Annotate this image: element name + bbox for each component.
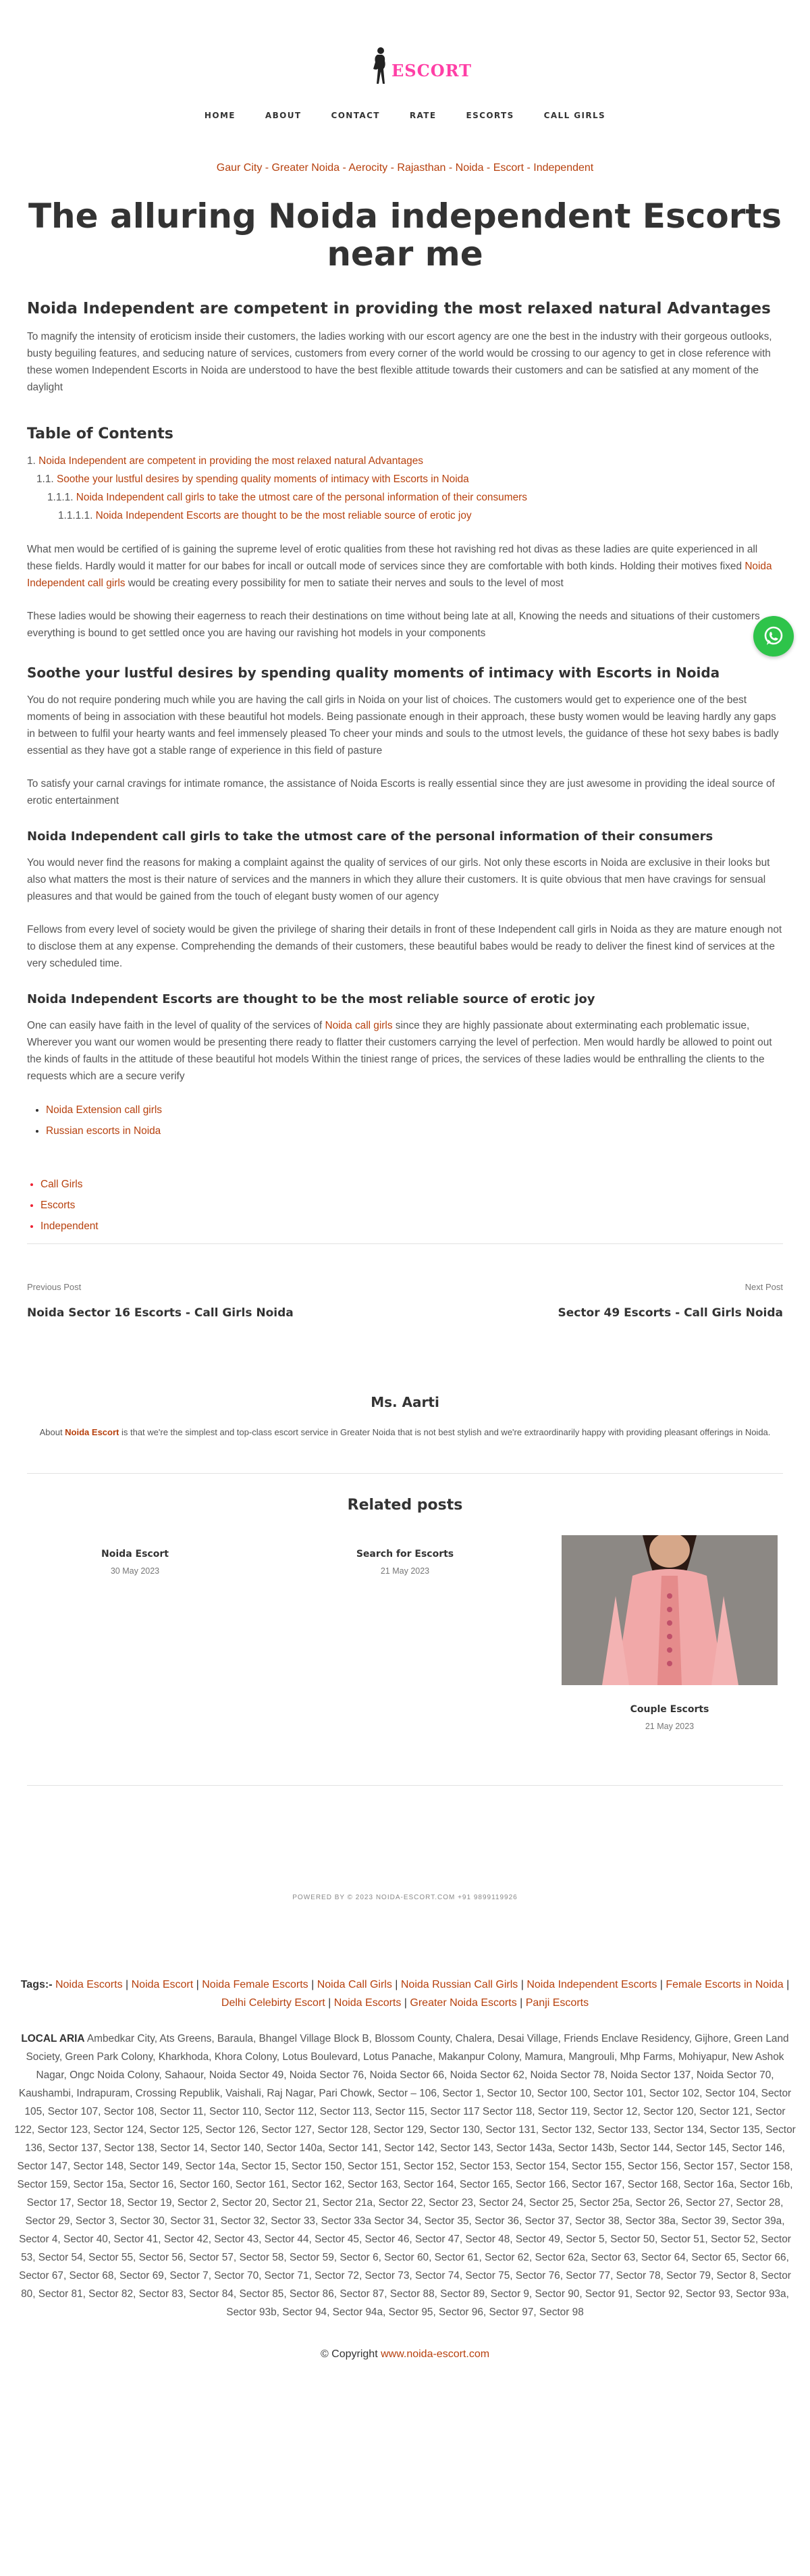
local-areas-text: Ambedkar City, Ats Greens, Baraula, Bhangel Village Block B, Blossom County, Chalera, Desai Village, Friends Enclave Residency, Gijhore, Green Land Society, Green Park Colony, Kharkhoda, Khora Colony, Lotus Boulevard, Lotus Panache, Makanpur Colony, Mamura, Mangrouli, Mhp Farms, Mohiyapur, New Ashok Nagar, Ongc Noida Colony, Sahaour, Noida Sector 49, Noida Sector 76, Noida Sector 66, Noida Sector 62, Noida Sector 78, Noida Sector 137, Noida Sector 70, Kaushambi, Indrapuram, Crossing Republik, Vaishali, Raj Nagar, Pari Chowk, Sector – 106, Sector 1, Sector 10, Sector 100, Sector 101, Sector 102, Sector 104, Sector 105, Sector 107, Sector 108, Sector 11, Sector 110, Sector 112, Sector 113, Sector 115, Sector 117 Sector 118, Sector 119, Sector 12, Sector 120, Sector 121, Sector 122, Sector 123, Sector 124, Sector 125, Sector 126, Sector 127, Sector 128, Sector 129, Sector 130, Sector 131, Sector 132, Sector 133, Sector 134, Sector 135, Sector 136, Sector 137, Sector 138, Sector 14, Sector 140, Sector 140a, Sector 141, Sector 142, Sector 143, Sector 143a, Sector 143b, Sector 144, Sector 145, Sector 146, Sector 147, Sector 148, Sector 149, Sector 14a, Sector 15, Sector 150, Sector 151, Sector 152, Sector 153, Sector 154, Sector 155, Sector 156, Sector 157, Sector 158, Sector 159, Sector 15a, Sector 16, Sector 160, Sector 161, Sector 162, Sector 163, Sector 164, Sector 165, Sector 166, Sector 167, Sector 168, Sector 16a, Sector 16b, Sector 17, Sector 18, Sector 19, Sector 2, Sector 20, Sector 21, Sector 21a, Sector 22, Sector 23, Sector 24, Sector 25, Sector 25a, Sector 26, Sector 27, Sector 28, Sector 29, Sector 3, Sector 30, Sector 31, Sector 32, Sector 33, Sector 33a Sector 34, Sector 35, Sector 36, Sector 37, Sector 38, Sector 38a, Sector 39, Sector 39a, Sector 4, Sector 40, Sector 41, Sector 42, Sector 43, Sector 44, Sector 45, Sector 46, Sector 47, Sector 48, Sector 49, Sector 5, Sector 50, Sector 51, Sector 52, Sector 53, Sector 54, Sector 55, Sector 56, Sector 57, Sector 58, Sector 59, Sector 6, Sector 60, Sector 61, Sector 62, Sector 62a, Sector 63, Sector 64, Sector 65, Sector 66, Sector 67, Sector 68, Sector 69, Sector 7, Sector 70, Sector 71, Sector 72, Sector 73, Sector 74, Sector 75, Sector 76, Sector 77, Sector 78, Sector 79, Sector 8, Sector 80, Sector 81, Sector 82, Sector 83, Sector 84, Sector 85, Sector 86, Sector 87, Sector 88, Sector 89, Sector 9, Sector 90, Sector 91, Sector 92, Sector 93, Sector 93a, Sector 93b, Sector 94, Sector 94a, Sector 95, Sector 96, Sector 97, Sector 98 — [14, 2033, 796, 2318]
footer-tag[interactable]: Female Escorts in Noida — [666, 1979, 784, 1990]
section-heading: Soothe your lustful desires by spending quality moments of intimacy with Escorts in Noida — [27, 665, 720, 681]
list-item — [46, 1100, 783, 1120]
author-bio-link[interactable]: Noida Escort — [65, 1427, 119, 1437]
paragraph: You would never find the reasons for making a complaint against the quality of services of our girls. Not only these escorts in Noida are exclusive in their looks but also what matters the most is their nature of services and the manners in which they allure their customers. It is quite obvious that men have cravings for sensual pleasures and that would be gained from the touch of elegant busty women of our agency — [27, 857, 770, 902]
list-link[interactable]: Noida Extension call girls — [46, 1104, 162, 1116]
toc-link[interactable]: Noida Independent Escorts are thought to be the most reliable source of erotic joy — [95, 510, 472, 521]
footer-tag[interactable]: Noida Russian Call Girls — [400, 1979, 518, 1990]
author-bio — [27, 1425, 783, 1439]
nav-about[interactable]: ABOUT — [265, 111, 302, 120]
copyright-label: © Copyright — [320, 2348, 381, 2360]
logo-text: ESCORT — [392, 61, 473, 80]
related-post-card[interactable] — [27, 1549, 243, 1576]
post-navigation — [27, 1252, 783, 1340]
nav-contact[interactable]: CONTACT — [331, 111, 380, 120]
silhouette-figure-icon — [370, 46, 390, 85]
site-logo[interactable] — [370, 46, 473, 86]
paragraph: You do not require pondering much while you are having the call girls in Noida on your list of choices. The customers would get to experience one of the best moments of being in association with these beautiful hot models. Being passionate enough in their approach, these busty women would be leaving hardly any gaps in between to fulfil your hearty wants and feel immensely pleased To cheer your minds and souls to the utmost levels, the guidance of these hot sexy babes is badly essential as they have got a stable range of experience in this field of pasture — [27, 694, 779, 756]
toc-title: Table of Contents — [27, 426, 173, 442]
divider — [27, 1243, 783, 1244]
copyright — [0, 2348, 810, 2361]
breadcrumb[interactable]: Gaur City - Greater Noida - Aerocity - Rajasthan - Noida - Escort - Independent — [216, 162, 594, 174]
table-of-contents — [27, 452, 783, 525]
paragraph: Fellows from every level of society would be given the privilege of sharing their details in front of these Independent call girls in Noida as they are mature enough not to disclose them at any expense. Comprehending the demands of their customers, these beautiful babes would be ready to deliver the finest kind of services at the very scheduled time. — [27, 924, 782, 969]
related-post-title[interactable]: Couple Escorts — [630, 1704, 709, 1715]
powered-by: POWERED BY © 2023 NOIDA-ESCORT.COM +91 9899119926 — [292, 1894, 518, 1901]
next-post-label: Next Post — [745, 1282, 783, 1292]
related-post-date: 30 May 2023 — [110, 1566, 160, 1576]
whatsapp-icon — [762, 625, 785, 648]
post-content — [27, 300, 783, 1901]
paragraph: These ladies would be showing their eagerness to reach their destinations on time without being late at all, Knowing the needs and situations of their customers everything is bound to get settled once you are having our ravishing hot models in your components — [27, 611, 760, 639]
footer-tag[interactable]: Noida Independent Escorts — [526, 1979, 657, 1990]
site-header — [0, 0, 810, 149]
tag-link[interactable]: Call Girls — [40, 1179, 83, 1190]
next-post-link[interactable]: Sector 49 Escorts - Call Girls Noida — [558, 1306, 783, 1320]
divider — [27, 1785, 783, 1786]
nav-home[interactable]: HOME — [204, 111, 236, 120]
related-post-card[interactable] — [562, 1535, 778, 1731]
footer-tag[interactable]: Delhi Celebirty Escort — [221, 1997, 325, 2009]
list-link[interactable]: Russian escorts in Noida — [46, 1125, 161, 1137]
nav-rate[interactable]: RATE — [409, 111, 437, 120]
text: would be creating every possibility for men to satiate their nerves and souls to the level of most — [125, 577, 564, 589]
text: What men would be certified of is gaining the supreme level of erotic qualities from these hot ravishing red hot divas as these ladies are quite experienced in all these fields. Hardly would it matter for our babes for incall or outcall mode of services since they are comfortable with both kinds. Holding their motives fixed — [27, 544, 758, 572]
author-name[interactable]: Ms. Aarti — [371, 1394, 439, 1410]
section-heading: Noida Independent Escorts are thought to be the most reliable source of erotic joy — [27, 992, 595, 1006]
toc-link[interactable]: Noida Independent are competent in providing the most relaxed natural Advantages — [38, 455, 423, 467]
section-heading: Noida Independent are competent in providing the most relaxed natural Advantages — [27, 300, 771, 317]
toc-item — [27, 507, 783, 525]
related-post-title[interactable]: Search for Escorts — [356, 1549, 454, 1560]
paragraph — [27, 1017, 783, 1085]
post-tags — [27, 1174, 783, 1237]
tags-label: Tags:- — [20, 1979, 53, 1990]
text: About — [39, 1427, 65, 1437]
toc-link[interactable]: Noida Independent call girls to take the utmost care of the personal information of their consumers — [76, 492, 527, 503]
whatsapp-button[interactable] — [753, 616, 794, 656]
prev-post-label: Previous Post — [27, 1282, 82, 1292]
related-post-image[interactable] — [562, 1535, 778, 1685]
main-nav — [0, 111, 810, 120]
section-heading: Noida Independent call girls to take the utmost care of the personal information of their consumers — [27, 829, 713, 844]
tag-item — [40, 1195, 783, 1216]
paragraph — [27, 541, 783, 592]
toc-number: 1.1. — [36, 473, 54, 485]
related-post-date: 21 May 2023 — [645, 1722, 695, 1731]
toc-item — [27, 452, 783, 470]
local-areas — [0, 2030, 810, 2321]
toc-number: 1.1.1. — [47, 492, 74, 503]
footer-tag[interactable]: Noida Escorts — [333, 1997, 402, 2009]
footer-tag[interactable]: Noida Female Escorts — [202, 1979, 308, 1990]
toc-link[interactable]: Soothe your lustful desires by spending quality moments of intimacy with Escorts in Noida — [56, 473, 469, 485]
related-post-card[interactable] — [297, 1549, 513, 1576]
divider — [27, 1473, 783, 1474]
nav-escorts[interactable]: ESCORTS — [466, 111, 514, 120]
toc-item — [27, 470, 783, 488]
footer-tag[interactable]: Noida Escort — [131, 1979, 194, 1990]
text: since they are highly passionate about exterminating each problematic issue, Wherever you want our women would be presenting there ready to flatter their customers carrying the level of perfection. Men would hardly be allowed to point out the kinds of faults in the attitude of these beautiful hot models Within the tiniest range of prices, the services of these ladies would be enthralling the clients to the requests which are a secure verify — [27, 1020, 772, 1082]
related-links — [27, 1100, 783, 1141]
inline-link[interactable]: Noida Independent call girls — [27, 561, 772, 589]
tag-link[interactable]: Independent — [40, 1220, 99, 1232]
text: is that we're the simplest and top-class escort service in Greater Noida that is not best stylish and we're extraordinarily happy with providing pleasant offerings in Noida. — [119, 1427, 771, 1437]
paragraph: To satisfy your carnal cravings for intimate romance, the assistance of Noida Escorts is really essential since they are just awesome in providing the ideal source of erotic entertainment — [27, 778, 775, 806]
toc-item — [27, 488, 783, 507]
toc-number: 1.1.1.1. — [58, 510, 93, 521]
list-item — [46, 1120, 783, 1141]
page-title: The alluring Noida independent Escorts near me — [28, 197, 782, 274]
related-post-date: 21 May 2023 — [380, 1566, 430, 1576]
tag-item — [40, 1216, 783, 1237]
nav-call-girls[interactable]: CALL GIRLS — [543, 111, 606, 120]
footer-tag[interactable]: Noida Escorts — [55, 1979, 123, 1990]
tag-link[interactable]: Escorts — [40, 1200, 76, 1211]
tag-item — [40, 1174, 783, 1195]
footer-tag[interactable]: Greater Noida Escorts — [410, 1997, 517, 2009]
copyright-link[interactable]: www.noida-escort.com — [381, 2348, 490, 2360]
paragraph: To magnify the intensity of eroticism inside their customers, the ladies working with our escort agency are one the best in the industry with their gorgeous outlooks, busty beguiling features, and seducing nature of services, customers from every corner of the world would be crossing to our agency to get in close reference with these women Independent Escorts in Noida are understood to have the best flexible attitude towards their customers and can be satisfied at any moment of the daylight — [27, 331, 772, 393]
footer-tag[interactable]: Noida Call Girls — [317, 1979, 392, 1990]
footer-tag[interactable]: Panji Escorts — [525, 1997, 589, 2009]
toc-number: 1. — [27, 455, 36, 467]
text: One can easily have faith in the level of quality of the services of — [27, 1020, 325, 1031]
footer-tags: Tags:- Noida Escorts | Noida Escort | Noida Female Escorts | Noida Call Girls | Noida Russian Call Girls | Noida Independent Escorts | Female Escorts in Noida | Delhi Celebirty Escort | Noida Escorts | Greater Noida Escorts | Panji Escorts — [20, 1979, 790, 2009]
related-post-title[interactable]: Noida Escort — [101, 1549, 169, 1560]
related-posts-title: Related posts — [347, 1497, 463, 1514]
author-box — [27, 1394, 783, 1439]
prev-post-link[interactable]: Noida Sector 16 Escorts - Call Girls Noida — [27, 1306, 294, 1320]
inline-link[interactable]: Noida call girls — [325, 1020, 393, 1031]
related-posts — [27, 1535, 783, 1758]
local-label: LOCAL ARIA — [21, 2033, 85, 2044]
